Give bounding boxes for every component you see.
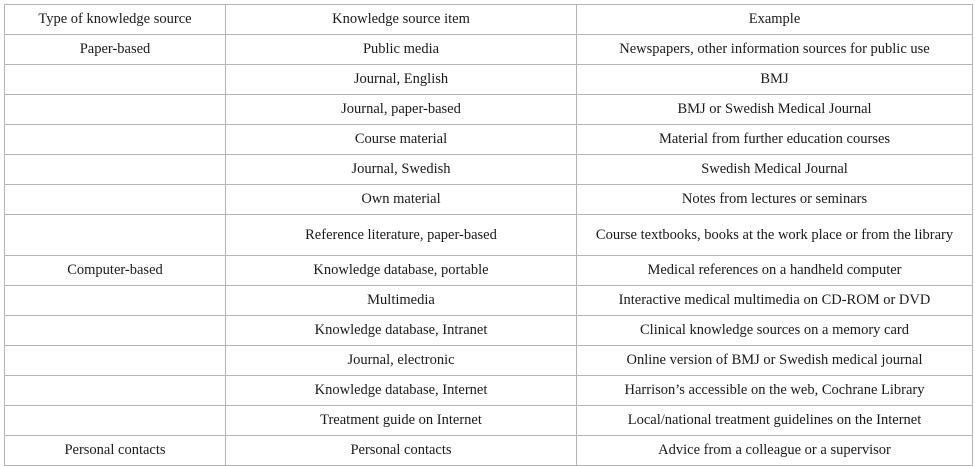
table-row (5, 316, 973, 346)
item-cell: Journal, electronic (226, 346, 577, 376)
example-cell: Interactive medical multimedia on CD-ROM or DVD (577, 286, 973, 316)
item-cell: Course material (226, 125, 577, 155)
item-cell: Knowledge database, Internet (226, 376, 577, 406)
item-cell: Own material (226, 185, 577, 215)
item-cell: Knowledge database, portable (226, 256, 577, 286)
type-cell (5, 286, 226, 316)
header-type: Type of knowledge source (5, 5, 226, 35)
table-row (5, 286, 973, 316)
type-cell (5, 155, 226, 185)
table-row (5, 215, 973, 256)
type-cell (5, 185, 226, 215)
table-row (5, 436, 973, 466)
table-row (5, 125, 973, 155)
type-cell: Paper-based (5, 35, 226, 65)
table-row (5, 406, 973, 436)
table-row (5, 35, 973, 65)
example-cell: Course textbooks, books at the work place or from the library (577, 215, 973, 256)
type-cell (5, 346, 226, 376)
example-cell: BMJ or Swedish Medical Journal (577, 95, 973, 125)
example-cell: Medical references on a handheld computer (577, 256, 973, 286)
type-cell (5, 65, 226, 95)
item-cell: Journal, English (226, 65, 577, 95)
type-cell (5, 125, 226, 155)
item-cell: Knowledge database, Intranet (226, 316, 577, 346)
table-row (5, 256, 973, 286)
example-cell: Online version of BMJ or Swedish medical journal (577, 346, 973, 376)
table-header-row (5, 5, 973, 35)
table-row (5, 95, 973, 125)
example-cell: Clinical knowledge sources on a memory card (577, 316, 973, 346)
item-cell: Personal contacts (226, 436, 577, 466)
example-cell: BMJ (577, 65, 973, 95)
item-cell: Journal, Swedish (226, 155, 577, 185)
example-cell: Local/national treatment guidelines on the Internet (577, 406, 973, 436)
knowledge-source-table (4, 4, 973, 466)
example-cell: Material from further education courses (577, 125, 973, 155)
type-cell (5, 406, 226, 436)
type-cell (5, 316, 226, 346)
table-row (5, 376, 973, 406)
item-cell: Journal, paper-based (226, 95, 577, 125)
table-row (5, 346, 973, 376)
example-cell: Harrison’s accessible on the web, Cochrane Library (577, 376, 973, 406)
type-cell (5, 95, 226, 125)
type-cell (5, 376, 226, 406)
header-example: Example (577, 5, 973, 35)
header-item: Knowledge source item (226, 5, 577, 35)
example-cell: Notes from lectures or seminars (577, 185, 973, 215)
example-cell: Advice from a colleague or a supervisor (577, 436, 973, 466)
type-cell: Computer-based (5, 256, 226, 286)
table-row (5, 185, 973, 215)
item-cell: Treatment guide on Internet (226, 406, 577, 436)
type-cell (5, 215, 226, 256)
table-row (5, 155, 973, 185)
example-cell: Swedish Medical Journal (577, 155, 973, 185)
item-cell: Multimedia (226, 286, 577, 316)
table-row (5, 65, 973, 95)
type-cell: Personal contacts (5, 436, 226, 466)
item-cell: Public media (226, 35, 577, 65)
example-cell: Newspapers, other information sources for public use (577, 35, 973, 65)
item-cell: Reference literature, paper-based (226, 215, 577, 256)
